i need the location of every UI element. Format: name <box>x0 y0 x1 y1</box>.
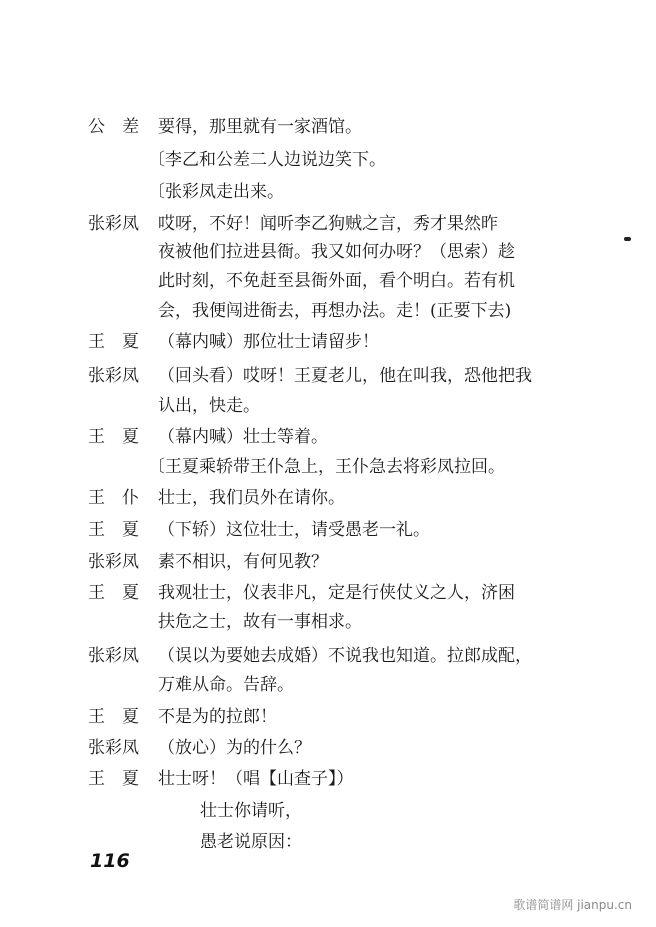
speaker-name: 王 夏 <box>88 427 139 447</box>
speaker-name: 王 仆 <box>88 488 139 508</box>
line-text: 哎呀，不好！闻听李乙狗贼之言，秀才果然昨 <box>158 214 498 234</box>
line-text: （放心）为的什么？ <box>158 738 311 758</box>
speaker-name: 张彩凤 <box>88 552 139 572</box>
line-text: 壮士，我们员外在请你。 <box>158 488 345 508</box>
line-text: 扶危之士，故有一事相求。 <box>158 612 362 632</box>
speaker-name: 王 夏 <box>88 769 139 789</box>
line-text: 愚老说原因： <box>200 832 302 852</box>
speaker-name: 王 夏 <box>88 707 139 727</box>
line-text: （下轿）这位壮士，请受愚老一礼。 <box>158 520 430 540</box>
line-text: 〔李乙和公差二人边说边笑下。 <box>148 150 386 170</box>
page-number: 116 <box>90 850 130 872</box>
speaker-name: 张彩凤 <box>88 738 139 758</box>
ink-speck <box>624 237 631 241</box>
speaker-name: 张彩凤 <box>88 366 139 386</box>
speaker-name: 张彩凤 <box>88 646 139 666</box>
line-text: 〔张彩凤走出来。 <box>148 182 284 202</box>
line-text: （幕内喊）壮士等着。 <box>158 427 328 447</box>
speaker-name: 王 夏 <box>88 520 139 540</box>
line-text: 要得，那里就有一家酒馆。 <box>158 117 362 137</box>
line-text: （误以为要她去成婚）不说我也知道。拉郎成配， <box>158 646 532 666</box>
line-text: 壮士呀！（唱【山查子】） <box>158 769 354 789</box>
speaker-name: 张彩凤 <box>88 214 139 234</box>
line-text: （回头看）哎呀！王夏老儿，他在叫我，恐他把我 <box>158 366 532 386</box>
line-text: 素不相识，有何见教？ <box>158 552 328 572</box>
line-text: 〔王夏乘轿带王仆急上，王仆急去将彩凤拉回。 <box>148 457 505 477</box>
watermark: 歌谱简谱网 jianpu.cn <box>513 898 632 912</box>
line-text: 我观壮士，仪表非凡，定是行侠仗义之人，济困 <box>158 583 515 603</box>
line-text: 夜被他们拉进县衙。我又如何办呀？（思索）趁 <box>158 242 515 262</box>
line-text: 此时刻，不免赶至县衙外面，看个明白。若有机 <box>158 271 515 291</box>
line-text: 万难从命。告辞。 <box>158 675 294 695</box>
speaker-name: 公 差 <box>88 117 139 137</box>
line-text: 不是为的拉郎！ <box>158 707 277 727</box>
line-text: （幕内喊）那位壮士请留步！ <box>158 332 379 352</box>
speaker-name: 王 夏 <box>88 332 139 352</box>
speaker-name: 王 夏 <box>88 583 139 603</box>
line-text: 会，我便闯进衙去，再想办法。走！(正要下去) <box>158 301 512 321</box>
line-text: 壮士你请听， <box>200 801 302 821</box>
line-text: 认出，快走。 <box>158 396 260 416</box>
